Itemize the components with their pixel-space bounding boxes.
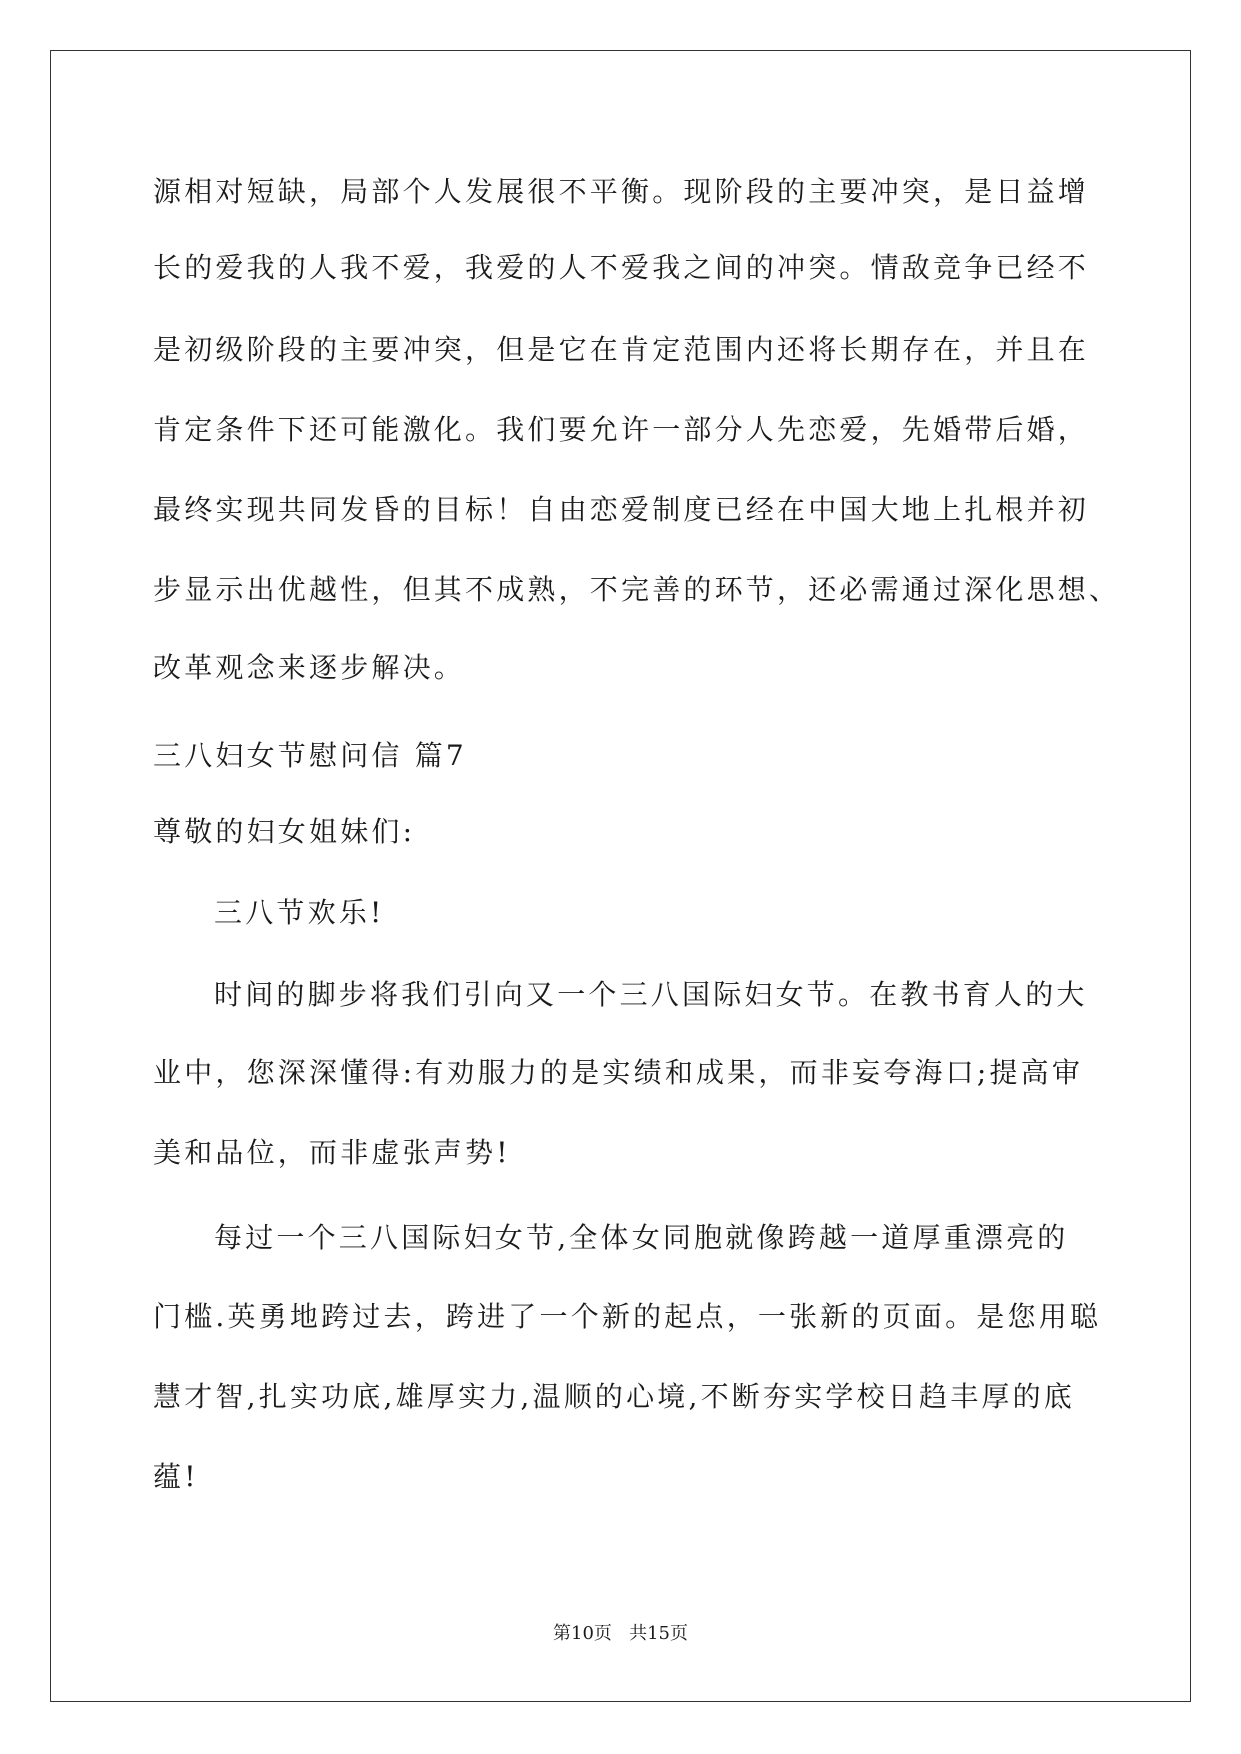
body-text-line: 源相对短缺，局部个人发展很不平衡。现阶段的主要冲突，是日益增 xyxy=(153,175,1090,208)
body-text-line: 每过一个三八国际妇女节,全体女同胞就像跨越一道厚重漂亮的 xyxy=(214,1221,1069,1254)
body-text-line: 门槛.英勇地跨过去，跨进了一个新的起点，一张新的页面。是您用聪 xyxy=(153,1300,1102,1333)
greeting-line: 三八节欢乐! xyxy=(214,896,385,929)
page-number-footer: 第10页 共15页 xyxy=(553,1623,688,1644)
body-text-line: 最终实现共同发昏的目标！自由恋爱制度已经在中国大地上扎根并初 xyxy=(153,493,1090,526)
salutation: 尊敬的妇女姐妹们: xyxy=(153,815,416,848)
body-text-line: 业中，您深深懂得:有劝服力的是实绩和成果，而非妄夸海口;提高审 xyxy=(153,1056,1084,1089)
section-heading: 三八妇女节慰问信 篇7 xyxy=(153,739,467,772)
body-text-line: 步显示出优越性，但其不成熟，不完善的环节，还必需通过深化思想、 xyxy=(153,573,1121,606)
body-text-line: 长的爱我的人我不爱，我爱的人不爱我之间的冲突。情敌竞争已经不 xyxy=(153,251,1090,284)
body-text-line: 是初级阶段的主要冲突，但是它在肯定范围内还将长期存在，并且在 xyxy=(153,333,1090,366)
body-text-line: 慧才智,扎实功底,雄厚实力,温顺的心境,不断夯实学校日趋丰厚的底 xyxy=(153,1380,1076,1413)
body-text-line: 美和品位，而非虚张声势! xyxy=(153,1136,511,1169)
page-border xyxy=(50,50,1191,1702)
body-text-line: 蕴! xyxy=(153,1460,199,1493)
body-text-line: 改革观念来逐步解决。 xyxy=(153,651,466,684)
body-text-line: 肯定条件下还可能激化。我们要允许一部分人先恋爱，先婚带后婚， xyxy=(153,413,1090,446)
body-text-line: 时间的脚步将我们引向又一个三八国际妇女节。在教书育人的大 xyxy=(214,978,1088,1011)
